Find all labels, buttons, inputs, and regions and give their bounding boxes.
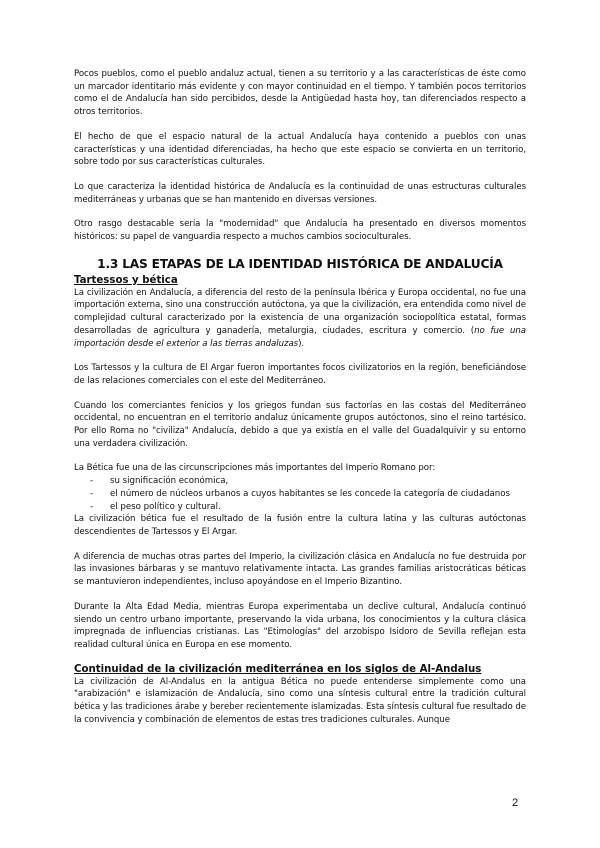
bullet-dash: - — [90, 476, 94, 487]
intro-paragraph-3: Lo que caracteriza la identidad histórica de Andalucía es la continuidad de unas estructuras culturales mediterráneas y urbanas que se han mantenido en diversas versiones. — [74, 181, 526, 205]
bullet-dash: - — [90, 488, 94, 499]
list-item — [74, 488, 526, 501]
tartessos-paragraph-6: Durante la Alta Edad Media, mientras Europa experimentaba un declive cultural, Andalucía continuó siendo un centro urbano importante, preservando la vida urbana, los conocimientos y la cultura clásica impregnada de influencias cristianas. Las "Etimologías" del arzobispo Isidoro de Sevilla reflejan esta realidad cultural única en Europa en ese momento. — [74, 601, 526, 650]
section-title: 1.3 LAS ETAPAS DE LA IDENTIDAD HISTÓRICA DE ANDALUCÍA — [97, 256, 503, 271]
tartessos-paragraph-2: Los Tartessos y la cultura de El Argar fueron importantes focos civilizatorios en la región, beneficiándose de las relaciones comerciales con el este del Mediterráneo. — [74, 363, 526, 386]
tartessos-paragraph-3: Cuando los comerciantes fenicios y los griegos fundan sus factorías en las costas del Mediterráneo occidental, no encuentran en el territorio andaluz únicamente grupos autóctonos, sino el reino tartésico. Por ello Roma no "civiliza" Andalucía, debido a que ya existía en el valle del Guadalquivir y su entorno una verdadera civilización. — [74, 400, 526, 449]
subsection-title-tartessos: Tartessos y bética — [74, 274, 178, 286]
tartessos-paragraph-1-text: La civilización en Andalucía, a diferencia del resto de la península Ibérica y Europa occidental, no fue una importación externa, sino una construcción autóctona, ya que la civilización, era entendida como nivel de complejidad cultural caracterizado por la existencia de una organización sociopolítica estatal, formas desarrolladas de agricultura y ganadería, metalurgia, ciudades, escritura y comercio. ( — [74, 287, 526, 336]
list-item-text: el peso político y cultural. — [110, 501, 221, 512]
bullet-dash: - — [90, 501, 94, 512]
tartessos-paragraph-1-italic: no fue una importación desde el exterior a las tierras andaluzas — [74, 325, 526, 349]
list-item — [74, 501, 526, 514]
page-number: 2 — [512, 797, 519, 809]
subsection-title-al-andalus: Continuidad de la civilización mediterránea en los siglos de Al-Andalus — [74, 663, 482, 675]
intro-paragraph-2: El hecho de que el espacio natural de la actual Andalucía haya contenido a pueblos con unas características y una identidad diferenciadas, ha hecho que este espacio se convierta en un territorio, sobre todo por sus características culturales. — [74, 131, 526, 168]
list-item — [74, 475, 526, 488]
betica-intro: La Bética fue una de las circunscripciones más importantes del Imperio Romano por: — [74, 463, 436, 474]
intro-paragraph-1: Pocos pueblos, como el pueblo andaluz actual, tienen a su territorio y a las características de éste como un marcador identitario más evidente y con mayor continuidad en el tiempo. Y también pocos territorios como el de Andalucía han sido percibidos, desde la Antigüedad hasta hoy, tan diferenciados respecto a otros territorios. — [74, 69, 526, 118]
tartessos-paragraph-1-end: ). — [298, 338, 305, 349]
tartessos-paragraph-1 — [74, 287, 526, 351]
intro-paragraph-4: Otro rasgo destacable sería la "modernidad" que Andalucía ha presentado en diversos momentos históricos: su papel de vanguardia respecto a muchos cambios socioculturales. — [74, 219, 526, 243]
page-content — [74, 68, 526, 726]
betica-fusion-paragraph: La civilización bética fue el resultado de la fusión entre la cultura latina y las culturas autóctonas descendientes de Tartessos y El Argar. — [74, 514, 526, 537]
al-andalus-paragraph-1: La civilización de Al-Andalus en la antigua Bética no puede entenderse simplemente como una "arabización" e islamización de Andalucía, sino como una síntesis cultural entre la tradición cultural bética y las tradiciones árabe y bereber recientemente islamizadas. Esta síntesis cultural fue resultado de la convivencia y combinación de elementos de estas tres tradiciones culturales. Aunque — [74, 676, 526, 725]
list-item-text: el número de núcleos urbanos a cuyos habitantes se les concede la categoría de ciudadanos — [110, 488, 510, 499]
betica-bullet-list — [74, 475, 526, 513]
tartessos-paragraph-5: A diferencia de muchas otras partes del Imperio, la civilización clásica en Andalucía no fue destruida por las invasiones bárbaras y se mantuvo relativamente intacta. Las grandes familias aristocráticas béticas se mantuvieron independientes, incluso apoyándose en el Imperio Bizantino. — [74, 551, 526, 588]
list-item-text: su significación económica, — [110, 476, 229, 487]
